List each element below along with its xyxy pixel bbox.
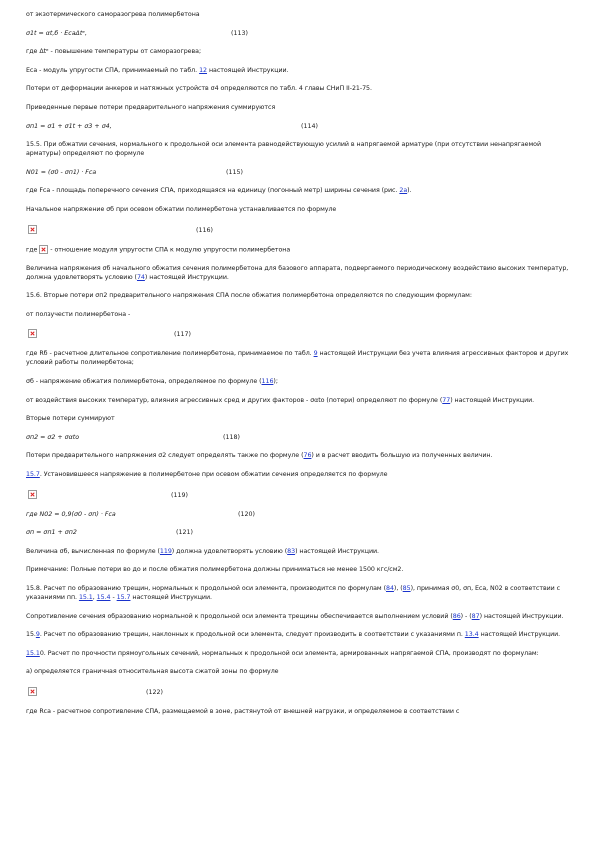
document-page [26,10,571,726]
reference-link[interactable]: 2а [399,187,408,195]
paragraph: Величина σб, вычисленная по формуле (119) должна удовлетворять условию (83) настоящей Инструкции. [26,547,379,555]
reference-link[interactable]: 15.1 [26,649,40,657]
equation-row [26,433,571,442]
reference-link[interactable]: 77 [442,396,451,404]
reference-link[interactable]: 9 [313,350,318,358]
paragraph: Примечание: Полные потери во до и после обжатия полимербетона должны приниматься не менее 1500 кгс/см2. [26,566,404,574]
paragraph: Потери от деформации анкеров и натяжных устройств σ4 определяются по табл. 4 главы СНиП II-21-75. [26,85,372,93]
equation-formula: σп1 = σ1 + σ1t + σ3 + σ4, [26,122,112,130]
reference-link[interactable]: 15.7 [116,593,131,601]
equation-formula: σ1t = αt,б · EcaΔtᵉ, [26,29,87,37]
reference-link[interactable]: 74 [136,273,145,281]
paragraph: Eca - модуль упругости СПА, принимаемый по табл. 12 настоящей Инструкции. [26,66,289,74]
equation-formula: σп2 = σ2 + σαto [26,433,80,441]
paragraph: Начальное напряжение σб при осевом обжатии полимербетона устанавливается по формуле [26,205,337,213]
reference-link[interactable]: 85 [402,584,411,592]
reference-link[interactable]: 15.7 [26,470,40,478]
broken-image-icon [28,490,37,499]
broken-image-icon [28,329,37,338]
broken-image-icon [28,225,37,234]
paragraph: 15.8. Расчет по образованию трещин, нормальных к продольной оси элемента, производится по формулам (84), (85), принимая σ0, σп, Eca, N02 в соответствии с указаниями пп. 15.1, 15.4 - 15.7 настоящей Инструкции. [26,584,561,601]
reference-link[interactable]: 86 [452,612,461,620]
equation-number: (122) [146,688,163,696]
paragraph: от экзотермического саморазогрева полимербетона [26,11,200,18]
equation-image-row [26,224,571,236]
broken-image-icon [28,687,37,696]
paragraph: где - отношение модуля упругости СПА к модулю упругости полимербетона [26,246,291,254]
reference-link[interactable]: 84 [386,584,394,592]
reference-link[interactable]: 76 [303,452,312,460]
equation-number: (113) [231,29,248,37]
equation-number: (120) [238,510,255,518]
equation-number: (116) [196,226,213,234]
paragraph: Сопротивление сечения образованию нормальной к продольной оси элемента трещины обеспечивается выполнением условий (86) - (87) настоящей Инструкции. [26,612,564,620]
paragraph: а) определяется граничная относительная высота сжатой зоны по формуле [26,668,279,676]
equation-row [26,122,571,131]
broken-image-icon [39,245,48,254]
equation-formula: где N02 = 0,9(σ0 - σп) · Fca [26,510,116,518]
paragraph: где Rca - расчетное сопротивление СПА, размещаемой в зоне, растянутой от внешней нагрузки, и определяемое в соответствии с [26,707,460,715]
paragraph: от ползучести полимербетона - [26,310,131,318]
paragraph: 15.10. Расчет по прочности прямоугольных сечений, нормальных к продольной оси элемента, армированных напрягаемой СПА, производят по формулам: [26,649,539,657]
equation-number: (119) [171,491,188,499]
equation-number: (115) [226,168,243,176]
equation-image-row [26,489,571,501]
paragraph: от воздействия высоких температур, влияния агрессивных сред и других факторов - σαto (потери) определяют по формуле (77) настоящей Инструкции. [26,396,535,404]
paragraph: 15.6. Вторые потери σп2 предварительного напряжения СПА после обжатия полимербетона определяются по следующим формулам: [26,292,472,300]
paragraph: σб - напряжение обжатия полимербетона, определяемое по формуле (116); [26,378,278,385]
paragraph: Приведенные первые потери предварительного напряжения суммируются [26,103,276,111]
equation-number: (114) [301,122,318,130]
equation-image-row [26,328,571,340]
paragraph: 15.9. Расчет по образованию трещин, наклонных к продольной оси элемента, следует производить в соответствии с указаниями п. 13.4 настоящей Инструкции. [26,631,561,639]
reference-link[interactable]: 12 [199,66,207,74]
equation-row [26,29,571,38]
equation-number: (121) [176,529,193,537]
paragraph: 15.7. Установившееся напряжение в полимербетоне при осевом обжатии сечения определяется по формуле [26,470,388,478]
paragraph: где Δtᵉ - повышение температуры от саморазогрева; [26,48,202,56]
equation-number: (117) [174,331,191,339]
reference-link[interactable]: 87 [471,612,480,620]
equation-number: (118) [223,433,240,441]
equation-formula: N01 = (σ0 - σп1) · Fca [26,168,97,176]
paragraph: где Rб - расчетное длительное сопротивление полимербетона, принимаемое по табл. 9 настоящей Инструкции без учета влияния агрессивных факторов и других условий работы полимербетона; [26,350,569,367]
paragraph: Потери предварительного напряжения σ2 следует определять также по формуле (76) и в расчет вводить большую из полученных величин. [26,452,493,460]
paragraph: 15.5. При обжатии сечения, нормального к продольной оси элемента равнодействующую усилий в напрягаемой арматуре (при отсутствии ненапрягаемой арматуры) определяют по формуле [26,141,542,158]
reference-link[interactable]: 13.4 [464,631,479,639]
reference-link[interactable]: 119 [159,547,172,555]
reference-link[interactable]: 83 [287,547,296,555]
equation-row [26,528,571,537]
equation-formula: σп = σп1 + σп2 [26,529,77,537]
reference-link[interactable]: 116 [261,378,274,385]
equation-image-row [26,686,571,698]
reference-link[interactable]: 9 [35,631,40,639]
reference-link[interactable]: 15.4 [96,593,111,601]
paragraph: Величина напряжения σб начального обжатия сечения полимербетона для базового аппарата, подвергаемого периодическому воздействию высоких температур, должна удовлетворять условию (74) настоящей Инструкции. [26,264,569,281]
reference-link[interactable]: 15.1 [78,593,93,601]
paragraph: где Fca - площадь поперечного сечения СПА, приходящаяся на единицу (погонный метр) ширины сечения (рис. 2а). [26,187,412,195]
equation-row [26,510,571,519]
paragraph: Вторые потери суммируют [26,415,115,423]
equation-row [26,168,571,177]
